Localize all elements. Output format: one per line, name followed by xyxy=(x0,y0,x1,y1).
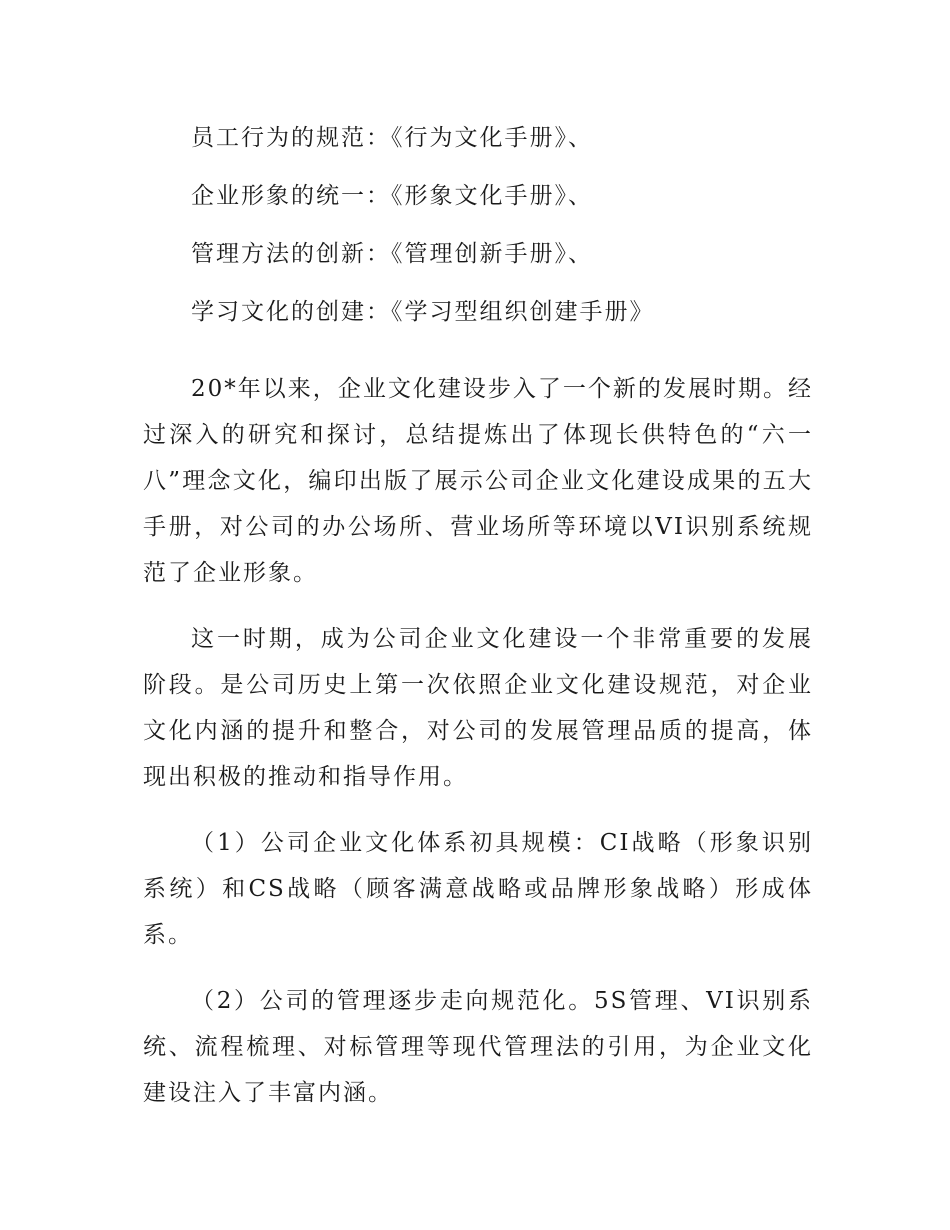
document-body xyxy=(143,114,813,1116)
paragraph-point-1: （1）公司企业文化体系初具规模：CI战略（形象识别系统）和CS战略（顾客满意战略或品牌形象战略）形成体系。 xyxy=(143,830,813,948)
paragraph-important-stage: 这一时期，成为公司企业文化建设一个非常重要的发展阶段。是公司历史上第一次依照企业文化建设规范，对企业文化内涵的提升和整合，对公司的发展管理品质的提高，体现出积极的推动和指导作用。 xyxy=(143,626,813,790)
list-item-behavior-manual: 员工行为的规范：《行为文化手册》、 xyxy=(191,125,593,151)
paragraph-point-2: （2）公司的管理逐步走向规范化。5S管理、VI识别系统、流程梳理、对标管理等现代管理法的引用，为企业文化建设注入了丰富内涵。 xyxy=(143,988,813,1106)
list-item-innovation-manual: 管理方法的创新：《管理创新手册》、 xyxy=(191,241,593,267)
list-item-image-manual: 企业形象的统一：《形象文化手册》、 xyxy=(191,183,593,209)
paragraph-development-period: 20*年以来，企业文化建设步入了一个新的发展时期。经过深入的研究和探讨，总结提炼出了体现长供特色的“六一八”理念文化，编印出版了展示公司企业文化建设成果的五大手册，对公司的办公场所、营业场所等环境以VI识别系统规范了企业形象。 xyxy=(143,376,813,586)
list-item-learning-manual: 学习文化的创建：《学习型组织创建手册》 xyxy=(191,299,655,325)
